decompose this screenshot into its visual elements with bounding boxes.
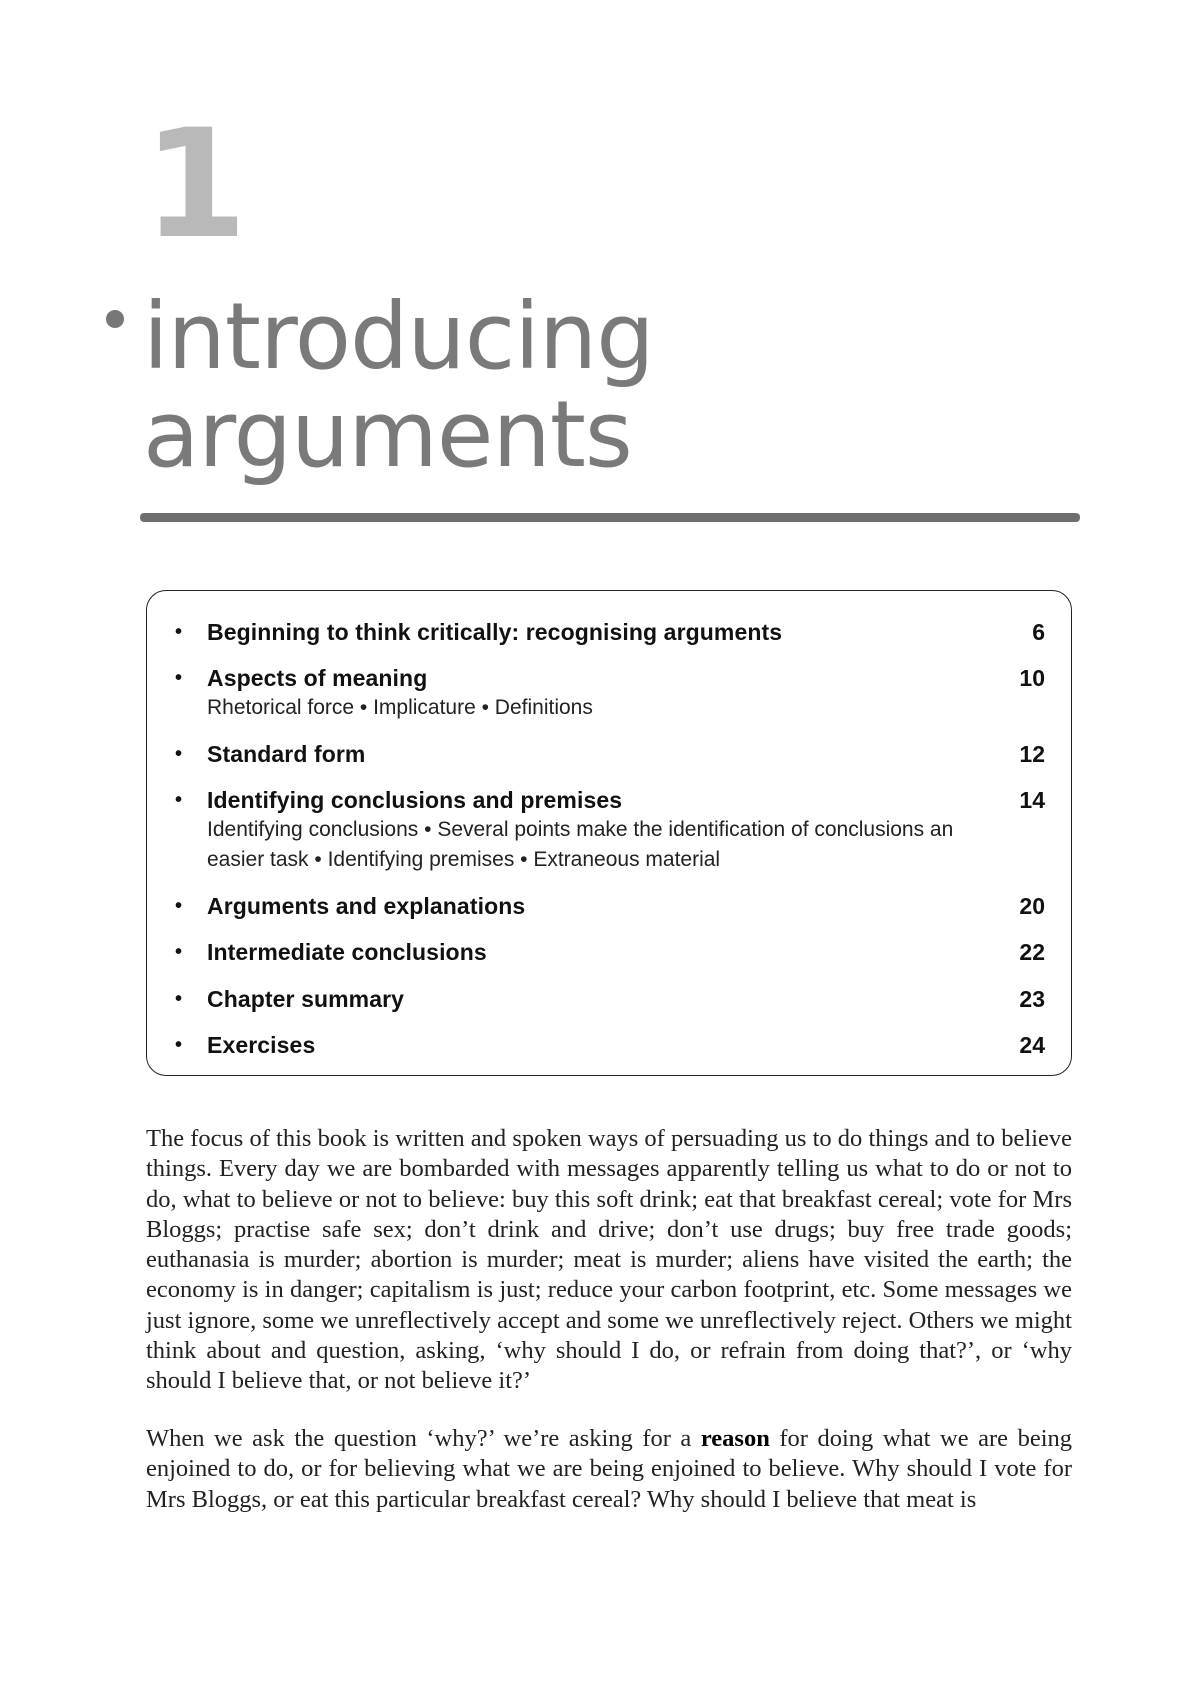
bullet-icon: • [175,895,183,917]
contents-item-title: Beginning to think critically: recognising arguments [207,619,783,645]
chapter-title-line-1: introducing [143,283,654,390]
contents-item-title: Chapter summary [207,986,405,1012]
contents-item-page: 6 [1032,619,1045,645]
contents-item-subtopics: Identifying conclusions • Several points make the identification of conclusions an easier task • Identifying premises • Extraneous material [207,818,954,871]
contents-item-page: 20 [1019,893,1045,919]
contents-item-title: Arguments and explanations [207,893,526,919]
bullet-icon: • [175,667,183,689]
bullet-icon: • [175,743,183,765]
contents-item-page: 14 [1019,787,1045,813]
body-paragraph: The focus of this book is written and spoken ways of persuading us to do things and to believe things. Every day we are bombarded with messages apparently telling us what to do or not to do, what to believe or not to believe: buy this soft drink; eat that breakfast cereal; vote for Mrs Bloggs; practise safe sex; don’t drink and drive; don’t use drugs; buy free trade goods; euthanasia is murder; abortion is murder; meat is murder; aliens have visited the earth; the economy is in danger; capitalism is just; reduce your carbon footprint, etc. Some messages we just ignore, some we unreflectively accept and some we unreflectively reject. Others we might think about and question, asking, ‘why should I do, or refrain from doing that?’, or ‘why should I believe that, or not believe it?’ [146,1125,1072,1395]
contents-item-page: 12 [1019,741,1045,767]
key-term: reason [700,1425,770,1452]
contents-box [146,590,1072,1076]
body-paragraph [146,1424,1072,1515]
body-text-run: When we ask the question ‘why?’ we’re asking for a [146,1425,701,1452]
title-rule [140,513,1080,522]
chapter-number: 1 [143,98,244,272]
contents-item-title: Intermediate conclusions [207,939,487,965]
contents-item-title: Exercises [207,1032,316,1058]
contents-item-page: 23 [1019,986,1045,1012]
chapter-title-line-2: arguments [143,381,632,488]
bullet-icon: • [175,988,183,1010]
title-bullet-icon [106,310,124,328]
contents-item-title: Standard form [207,741,366,767]
contents-item-page: 24 [1019,1032,1045,1058]
chapter-title [143,283,654,488]
contents-item-page: 10 [1019,665,1045,691]
bullet-icon: • [175,941,183,963]
body-text-run: for doing what we are being enjoined to do, or for believing what we are being enjoined to believe. Why should I vote for Mrs Bloggs, or eat this particular breakfast cereal? Why should I believe that meat is [146,1425,1072,1513]
contents-item-page: 22 [1019,939,1045,965]
bullet-icon: • [175,789,183,811]
contents-item-title: Identifying conclusions and premises [207,787,623,813]
contents-item-subtopics: Rhetorical force • Implicature • Definitions [207,696,593,719]
bullet-icon: • [175,1034,183,1056]
bullet-icon: • [175,621,183,643]
contents-item-title: Aspects of meaning [207,665,428,691]
